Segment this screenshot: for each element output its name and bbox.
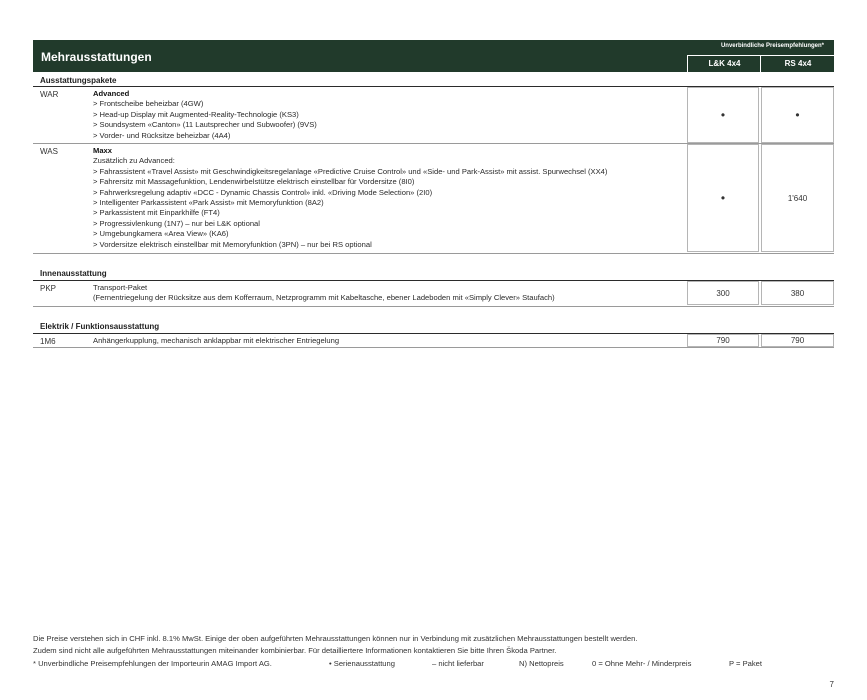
row-divider xyxy=(33,253,834,254)
option-line: > Progressivlenkung (1N7) – nur bei L&K optional xyxy=(93,218,260,228)
price-recommendation-label: Unverbindliche Preisempfehlungen* xyxy=(720,43,824,49)
option-code-war: WAR xyxy=(40,90,59,99)
column-header-lk: L&K 4x4 xyxy=(687,55,761,72)
option-code-pkp: PKP xyxy=(40,284,57,293)
footer-note-2: Zudem sind nicht alle aufgeführten Mehrausstattungen miteinander kombinierbar. Für detailliertere Informationen kontaktieren Sie bitte Ihren Škoda Partner. xyxy=(33,646,557,655)
price-cell-rs: 790 xyxy=(761,334,834,347)
option-name: Transport-Paket xyxy=(93,283,148,292)
legend-zero-price: 0 = Ohne Mehr- / Minderpreis xyxy=(592,659,692,668)
legend-net-price: N) Nettopreis xyxy=(519,659,564,668)
page-title: Mehrausstattungen xyxy=(41,50,152,64)
column-header-rs: RS 4x4 xyxy=(760,55,835,72)
table-header xyxy=(33,40,834,72)
option-line: > Soundsystem «Canton» (11 Lautsprecher und Subwoofer) (9VS) xyxy=(93,120,317,130)
option-line: > Umgebungkamera «Area View» (KA6) xyxy=(93,229,229,239)
option-line: > Intelligenter Parkassistent «Park Assist» mit Memoryfunktion (8A2) xyxy=(93,198,324,208)
price-cell-rs: 380 xyxy=(761,281,834,305)
option-line: > Vordersitze elektrisch einstellbar mit Memoryfunktion (3PN) – nur bei RS optional xyxy=(93,239,372,249)
option-description-1m6 xyxy=(93,336,339,346)
option-line: > Parkassistent mit Einparkhilfe (FT4) xyxy=(93,208,220,218)
row-divider xyxy=(33,347,834,348)
section-title-interior: Innenausstattung xyxy=(40,269,107,278)
option-description-war xyxy=(93,89,317,141)
option-line: > Fahrersitz mit Massagefunktion, Lendenwirbelstütze elektrisch einstellbar für Vordersitze (8I0) xyxy=(93,177,415,187)
option-line: (Fernentriegelung der Rücksitze aus dem Kofferraum, Netzprogramm mit Kabeltasche, ebener Ladeboden mit «Simply Clever» Staufach) xyxy=(93,293,555,303)
legend-package: P = Paket xyxy=(729,659,763,668)
option-code-was: WAS xyxy=(40,147,58,156)
price-cell-lk: 300 xyxy=(687,281,759,305)
legend-importer-note: * Unverbindliche Preisempfehlungen der Importeurin AMAG Import AG. xyxy=(33,659,272,668)
option-line: > Head-up Display mit Augmented-Reality-Technologie (KS3) xyxy=(93,109,299,119)
option-description-was xyxy=(93,146,607,250)
option-description-pkp xyxy=(93,283,555,304)
price-cell-lk: • xyxy=(687,87,759,143)
section-title-electrical: Elektrik / Funktionsausstattung xyxy=(40,322,160,331)
legend-not-available: – nicht lieferbar xyxy=(432,659,484,668)
option-line: > Frontscheibe beheizbar (4GW) xyxy=(93,99,204,109)
option-name: Maxx xyxy=(93,146,112,155)
price-cell-rs: 1'640 xyxy=(761,144,834,252)
price-cell-rs: • xyxy=(761,87,834,143)
option-line: > Fahrassistent «Travel Assist» mit Geschwindigkeitsregelanlage «Predictive Cruise Control» und «Side- und Park-Assist» mit assist. Spurwechsel (XX4) xyxy=(93,166,608,176)
footer-note-1: Die Preise verstehen sich in CHF inkl. 8.1% MwSt. Einige der oben aufgeführten Mehrausstattungen können nur in Verbindung mit zusätzlichen Mehrausstattungen bestellt werden. xyxy=(33,634,638,643)
price-cell-lk: 790 xyxy=(687,334,759,347)
option-line: > Fahrwerksregelung adaptiv «DCC - Dynamic Chassis Control» inkl. «Driving Mode Selection» (2I0) xyxy=(93,187,433,197)
legend-series: • Serienausstattung xyxy=(329,659,395,668)
price-cell-lk: • xyxy=(687,144,759,252)
row-divider xyxy=(33,306,834,307)
section-title-packages: Ausstattungspakete xyxy=(40,76,117,85)
page-number: 7 xyxy=(829,680,834,689)
option-line: > Vorder- und Rücksitze beheizbar (4A4) xyxy=(93,130,231,140)
option-line: Zusätzlich zu Advanced: xyxy=(93,156,175,166)
option-name: Anhängerkupplung, mechanisch anklappbar mit elektrischer Entriegelung xyxy=(93,336,340,345)
option-name: Advanced xyxy=(93,89,130,98)
option-code-1m6: 1M6 xyxy=(40,337,56,346)
